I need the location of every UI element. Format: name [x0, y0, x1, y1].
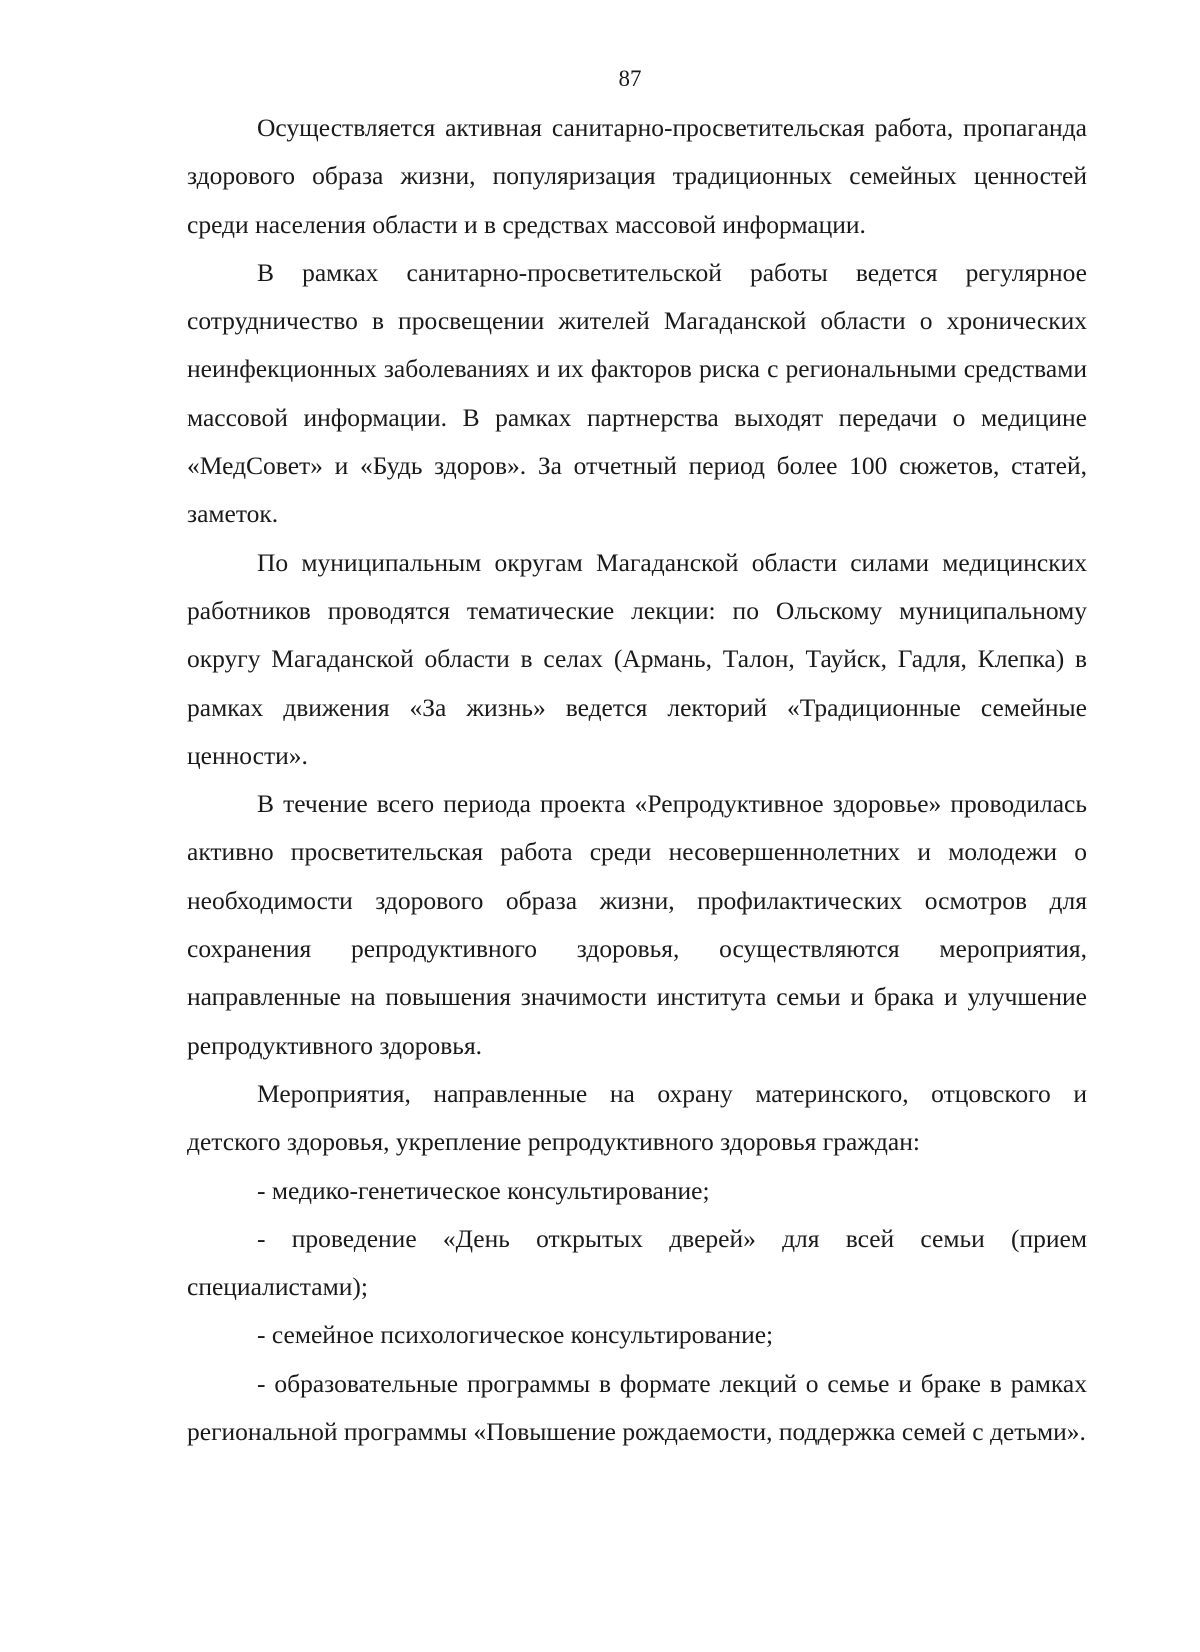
document-body [187, 104, 1087, 1456]
page-number: 87 [618, 66, 642, 91]
list-item-genetic-counseling: - медико-генетическое консультирование; [257, 1175, 710, 1205]
paragraph-measures-intro: Мероприятия, направленные на охрану материнского, отцовского и детского здоровья, укрепление репродуктивного здоровья граждан: [187, 1078, 1087, 1157]
paragraph-sanitary-work: Осуществляется активная санитарно-просветительская работа, пропаганда здорового образа жизни, популяризация традиционных семейных ценностей среди населения области и в средствах массовой информации. [187, 113, 1087, 239]
paragraph-reproductive-health-project: В течение всего периода проекта «Репродуктивное здоровье» проводилась активно просветительская работа среди несовершеннолетних и молодежи о необходимости здорового образа жизни, профилактических осмотров для сохранения репродуктивного здоровья, осуществляются мероприятия, направленные на повышения значимости института семьи и брака и улучшение репродуктивного здоровья. [187, 789, 1087, 1060]
list-item-psychological-counseling: - семейное психологическое консультирование; [257, 1320, 774, 1350]
list-item-educational-programs: - образовательные программы в формате лекций о семье и браке в рамках региональной программы «Повышение рождаемости, поддержка семей с детьми». [187, 1368, 1087, 1447]
paragraph-media-cooperation: В рамках санитарно-просветительской работы ведется регулярное сотрудничество в просвещении жителей Магаданской области о хронических неинфекционных заболеваниях и их факторов риска с региональными средствами массовой информации. В рамках партнерства выходят передачи о медицине «МедСовет» и «Будь здоров». За отчетный период более 100 сюжетов, статей, заметок. [187, 257, 1087, 529]
paragraph-municipal-lectures: По муниципальным округам Магаданской области силами медицинских работников проводятся тематические лекции: по Ольскому муниципальному округу Магаданской области в селах (Армань, Талон, Тауйск, Гадля, Клепка) в рамках движения «За жизнь» ведется лекторий «Традиционные семейные ценности». [187, 547, 1087, 770]
list-item-open-doors-day: - проведение «День открытых дверей» для всей семьи (прием специалистами); [187, 1223, 1087, 1302]
